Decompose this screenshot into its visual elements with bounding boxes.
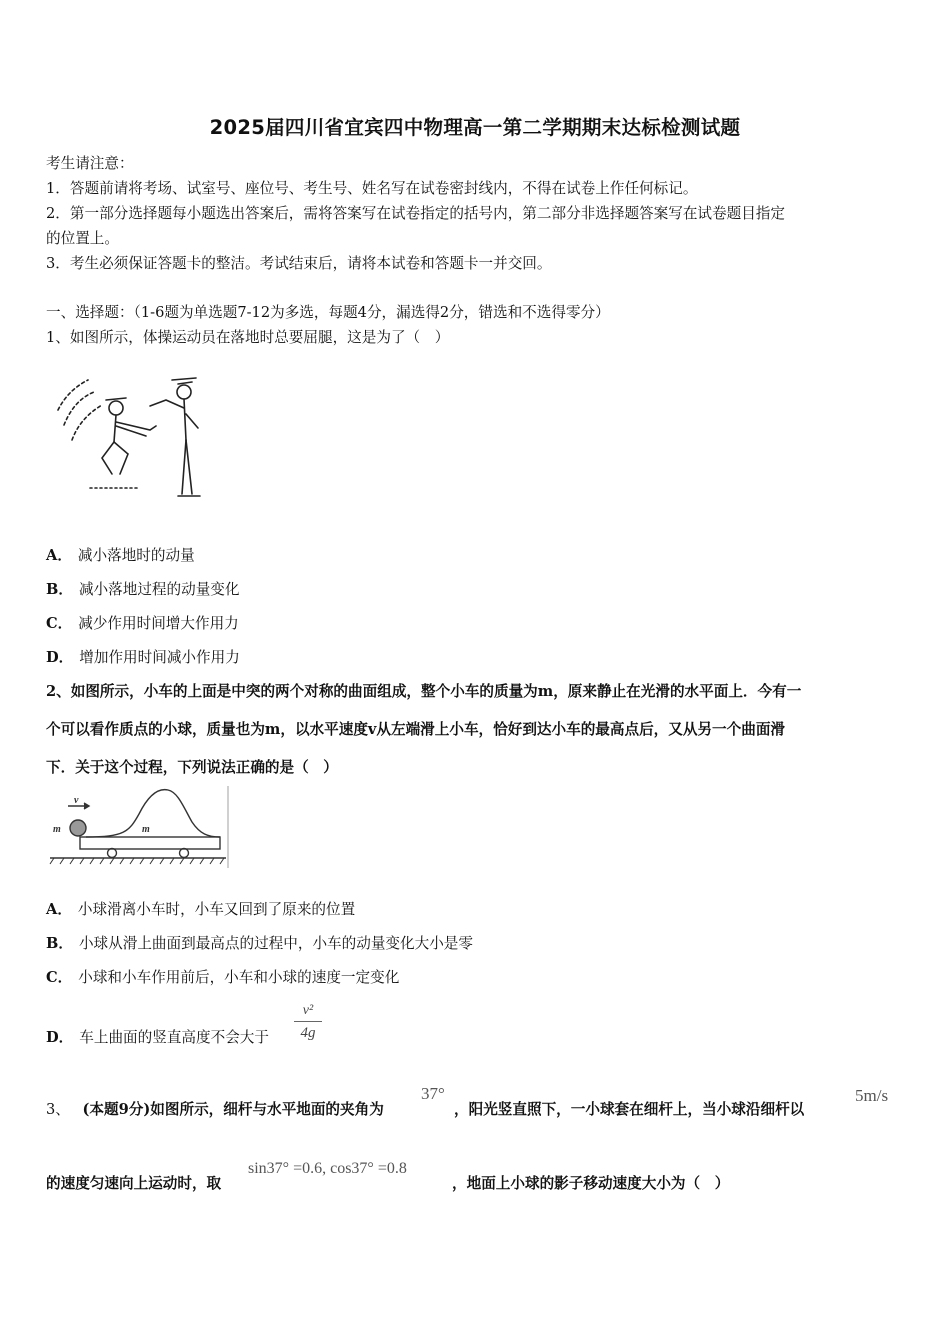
q2-option-d[interactable]	[46, 1026, 269, 1047]
option-text: 增加作用时间减小作用力	[79, 649, 240, 666]
q3-stem-part1	[46, 1098, 384, 1119]
q2-option-b[interactable]	[46, 932, 473, 953]
q3-stem-b: ，阳光竖直照下，一小球套在细杆上，当小球沿细杆以	[454, 1101, 805, 1118]
option-letter: D．	[46, 1029, 74, 1046]
option-text: 小球和小车作用前后，小车和小球的速度一定变化	[78, 969, 400, 986]
q2-stem-line: 2、如图所示，小车的上面是中突的两个对称的曲面组成，整个小车的质量为m，原来静止在光滑的水平面上．今有一	[46, 683, 802, 700]
q3-stem-a: 如图所示，细杆与水平地面的夹角为	[150, 1101, 384, 1118]
option-text: 减小落地过程的动量变化	[78, 581, 240, 598]
option-text: 小球滑离小车时，小车又回到了原来的位置	[77, 901, 356, 918]
fraction-denominator: 4g	[300, 1025, 316, 1041]
cart-figure	[44, 786, 230, 870]
notice-item: 3．考生必须保证答题卡的整洁。考试结束后，请将本试卷和答题卡一并交回。	[46, 255, 552, 272]
q3-score: (本题9分)	[82, 1101, 151, 1118]
notice-item: 1．答题前请将考场、试室号、座位号、考生号、姓名写在试卷密封线内，不得在试卷上作任何标记。	[46, 180, 698, 197]
q2-stem-line: 下．关于这个过程，下列说法正确的是（ ）	[46, 759, 338, 776]
q3-stem-d: ，地面上小球的影子移动速度大小为（ ）	[452, 1175, 730, 1192]
q1-option-b[interactable]	[46, 578, 239, 599]
option-letter: C．	[46, 615, 73, 632]
velocity-label: v	[74, 795, 79, 806]
ball-mass-label: m	[53, 824, 61, 835]
notice-item: 的位置上。	[46, 230, 119, 247]
option-text: 减少作用时间增大作用力	[78, 615, 239, 632]
q1-option-c[interactable]	[46, 612, 239, 633]
fraction-v2-over-4g	[294, 1002, 322, 1043]
option-letter: A．	[46, 901, 72, 918]
cart-mass-label: m	[142, 824, 150, 835]
notice-item: 2．第一部分选择题每小题选出答案后，需将答案写在试卷指定的括号内，第二部分非选择题答案写在试卷题目指定	[46, 205, 785, 222]
notice-heading: 考生请注意：	[46, 155, 134, 172]
option-letter: C．	[46, 969, 73, 986]
page-title: 2025届四川省宜宾四中物理高一第二学期期末达标检测试题	[209, 116, 741, 139]
q3-formula: sin37° =0.6, cos37° =0.8	[248, 1160, 407, 1177]
q2-option-c[interactable]	[46, 966, 399, 987]
q1-stem: 1、如图所示，体操运动员在落地时总要屈腿，这是为了（ ）	[46, 329, 450, 346]
option-letter: D．	[46, 649, 74, 666]
section-heading: 一、选择题：（1-6题为单选题7-12为多选，每题4分，漏选得2分，错选和不选得零分）	[46, 304, 610, 321]
option-text: 小球从滑上曲面到最高点的过程中，小车的动量变化大小是零	[78, 935, 473, 952]
option-letter: B．	[46, 935, 73, 952]
option-letter: B．	[46, 581, 73, 598]
q3-stem-c: 的速度匀速向上运动时，取	[46, 1175, 222, 1192]
option-text: 减小落地时的动量	[77, 547, 195, 564]
option-letter: A．	[46, 547, 72, 564]
q3-speed: 5m/s	[855, 1086, 889, 1105]
q1-option-d[interactable]	[46, 646, 240, 667]
q2-stem-line: 个可以看作质点的小球，质量也为m，以水平速度v从左端滑上小车，恰好到达小车的最高点后，又从另一个曲面滑	[46, 721, 786, 738]
q3-number: 3、	[46, 1101, 70, 1118]
q1-option-a[interactable]	[46, 544, 195, 565]
option-text: 车上曲面的竖直高度不会大于	[79, 1029, 269, 1046]
fraction-numerator: v²	[302, 1003, 314, 1018]
q2-option-a[interactable]	[46, 898, 355, 919]
q3-angle: 37°	[421, 1084, 445, 1103]
gymnast-figure	[50, 370, 215, 505]
